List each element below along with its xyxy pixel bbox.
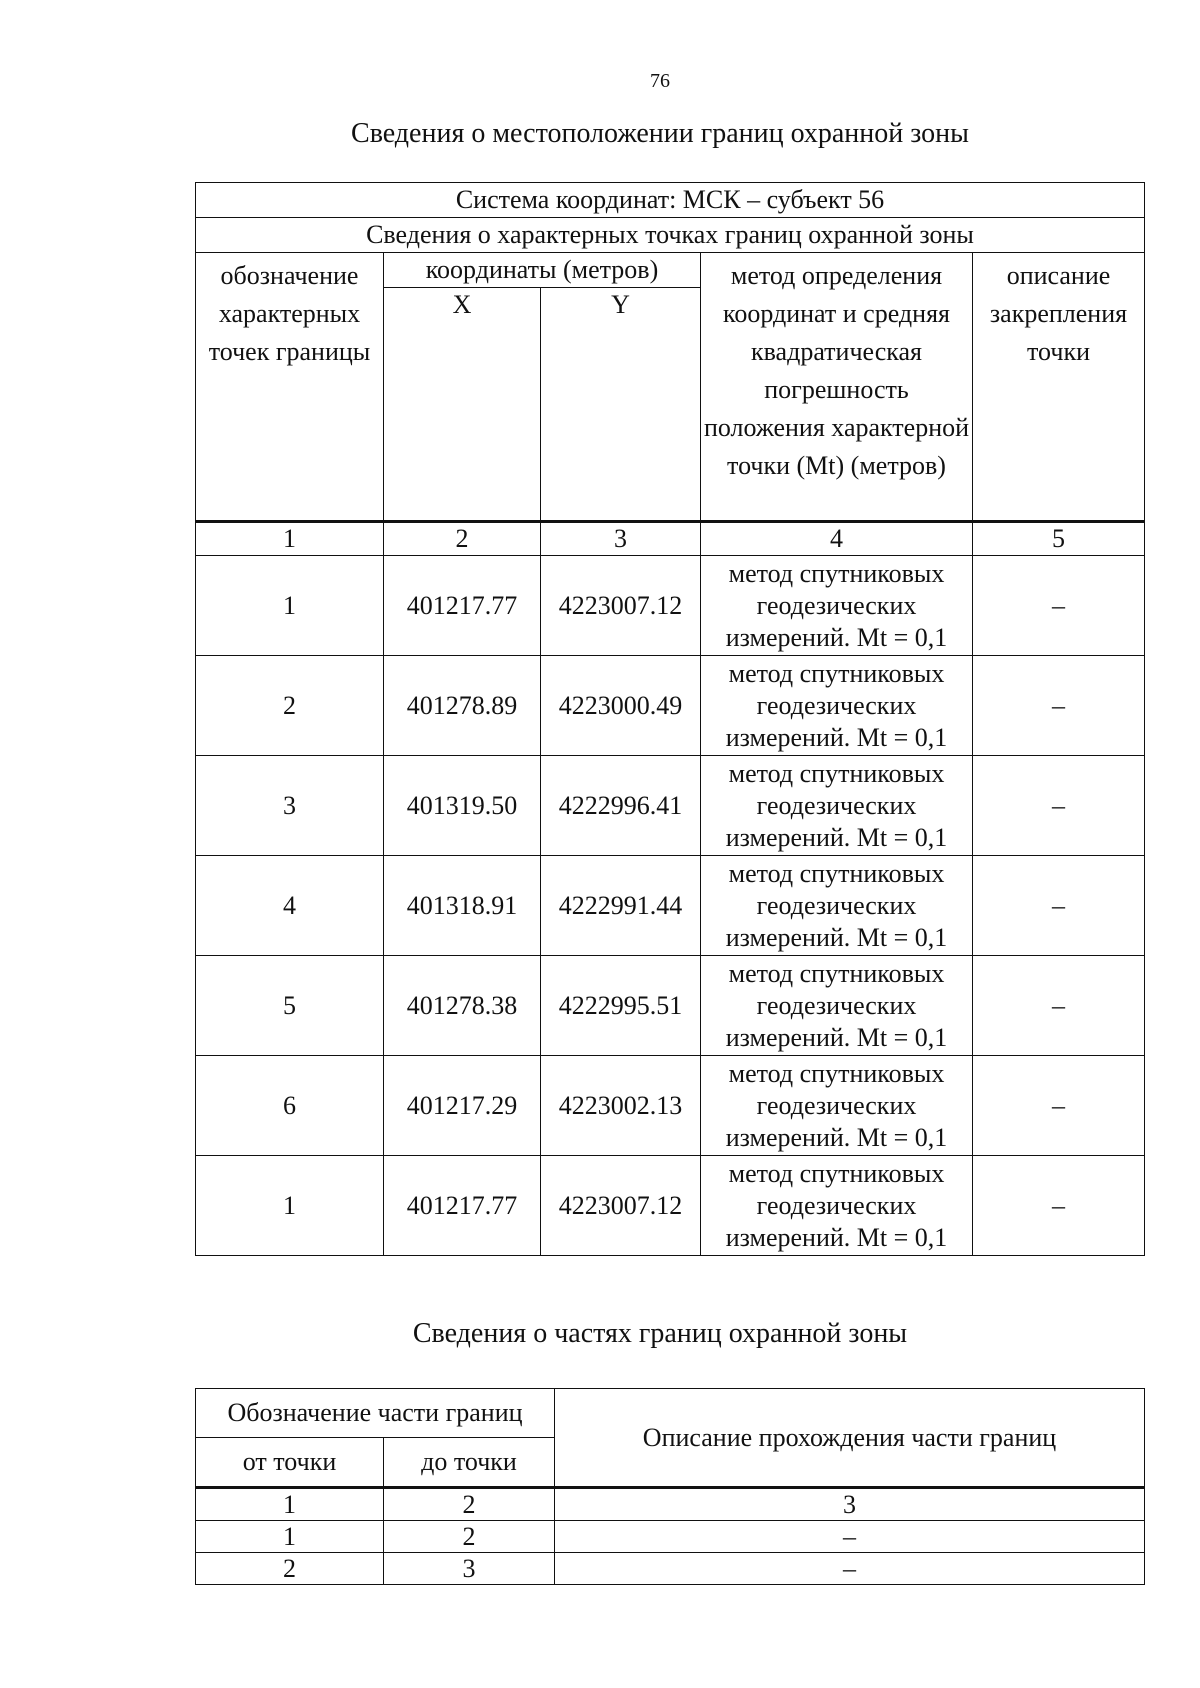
y-coordinate-cell: 4222991.44 — [541, 856, 701, 956]
y-coordinate-cell: 4223007.12 — [541, 556, 701, 656]
x-coordinate-cell: 401278.89 — [384, 656, 541, 756]
method-cell: метод спутниковых геодезических измерений. Mt = 0,1 — [701, 1156, 973, 1256]
part-description-cell: – — [555, 1521, 1145, 1553]
column-number: 2 — [384, 1488, 555, 1521]
parts-heading: Сведения о частях границ охранной зоны — [412, 1318, 908, 1349]
method-cell: метод спутниковых геодезических измерений. Mt = 0,1 — [701, 656, 973, 756]
y-coordinate-cell: 4223002.13 — [541, 1056, 701, 1156]
from-point-cell: 1 — [196, 1521, 384, 1553]
point-number-cell: 5 — [196, 956, 384, 1056]
table-row — [196, 656, 1145, 756]
from-point-header: от точки — [196, 1438, 384, 1488]
x-coordinate-cell: 401319.50 — [384, 756, 541, 856]
fixing-cell: – — [973, 656, 1145, 756]
to-point-header: до точки — [384, 1438, 555, 1488]
locations-heading: Сведения о местоположении границ охранной зоны — [351, 118, 969, 149]
table-row — [196, 1521, 1145, 1553]
table-row — [196, 956, 1145, 1056]
point-number-cell: 3 — [196, 756, 384, 856]
column-number: 2 — [384, 522, 541, 556]
x-coordinate-cell: 401217.29 — [384, 1056, 541, 1156]
point-number-cell: 2 — [196, 656, 384, 756]
fixing-cell: – — [973, 856, 1145, 956]
column-number: 3 — [541, 522, 701, 556]
method-header: метод определения координат и средняя квадратическая погрешность положения характерной точки (Mt) (метров) — [701, 253, 973, 522]
column-number: 4 — [701, 522, 973, 556]
y-coordinate-cell: 4222996.41 — [541, 756, 701, 856]
x-coordinate-cell: 401318.91 — [384, 856, 541, 956]
fixing-cell: – — [973, 556, 1145, 656]
page-number: 76 — [650, 70, 670, 92]
y-coordinate-cell: 4222995.51 — [541, 956, 701, 1056]
point-number-cell: 1 — [196, 556, 384, 656]
point-number-cell: 4 — [196, 856, 384, 956]
column-number: 5 — [973, 522, 1145, 556]
x-header: X — [384, 288, 541, 522]
coordinates-header: координаты (метров) — [384, 253, 701, 288]
column-number: 1 — [196, 522, 384, 556]
fixing-cell: – — [973, 1056, 1145, 1156]
fixing-description-header: описание закрепления точки — [973, 253, 1145, 522]
point-number-cell: 1 — [196, 1156, 384, 1256]
table-row — [196, 856, 1145, 956]
table-row — [196, 556, 1145, 656]
y-coordinate-cell: 4223000.49 — [541, 656, 701, 756]
coordinate-system-cell: Система координат: МСК – субъект 56 — [196, 183, 1145, 218]
method-cell: метод спутниковых геодезических измерений. Mt = 0,1 — [701, 856, 973, 956]
part-description-cell: – — [555, 1553, 1145, 1585]
method-cell: метод спутниковых геодезических измерений. Mt = 0,1 — [701, 556, 973, 656]
boundary-parts-table — [195, 1388, 1145, 1585]
method-cell: метод спутниковых геодезических измерений. Mt = 0,1 — [701, 756, 973, 856]
part-designation-header: Обозначение части границ — [196, 1389, 555, 1438]
method-cell: метод спутниковых геодезических измерений. Mt = 0,1 — [701, 956, 973, 1056]
fixing-cell: – — [973, 1156, 1145, 1256]
to-point-cell: 2 — [384, 1521, 555, 1553]
part-description-header: Описание прохождения части границ — [555, 1389, 1145, 1488]
x-coordinate-cell: 401278.38 — [384, 956, 541, 1056]
x-coordinate-cell: 401217.77 — [384, 1156, 541, 1256]
table-row — [196, 1156, 1145, 1256]
table-row — [196, 1553, 1145, 1585]
from-point-cell: 2 — [196, 1553, 384, 1585]
x-coordinate-cell: 401217.77 — [384, 556, 541, 656]
boundary-points-table — [195, 182, 1145, 1256]
point-designation-header: обозначение характерных точек границы — [196, 253, 384, 522]
points-caption-cell: Сведения о характерных точках границ охранной зоны — [196, 218, 1145, 253]
y-header: Y — [541, 288, 701, 522]
table-row — [196, 1056, 1145, 1156]
y-coordinate-cell: 4223007.12 — [541, 1156, 701, 1256]
to-point-cell: 3 — [384, 1553, 555, 1585]
column-number: 1 — [196, 1488, 384, 1521]
fixing-cell: – — [973, 756, 1145, 856]
table-row — [196, 756, 1145, 856]
fixing-cell: – — [973, 956, 1145, 1056]
point-number-cell: 6 — [196, 1056, 384, 1156]
column-number: 3 — [555, 1488, 1145, 1521]
method-cell: метод спутниковых геодезических измерений. Mt = 0,1 — [701, 1056, 973, 1156]
